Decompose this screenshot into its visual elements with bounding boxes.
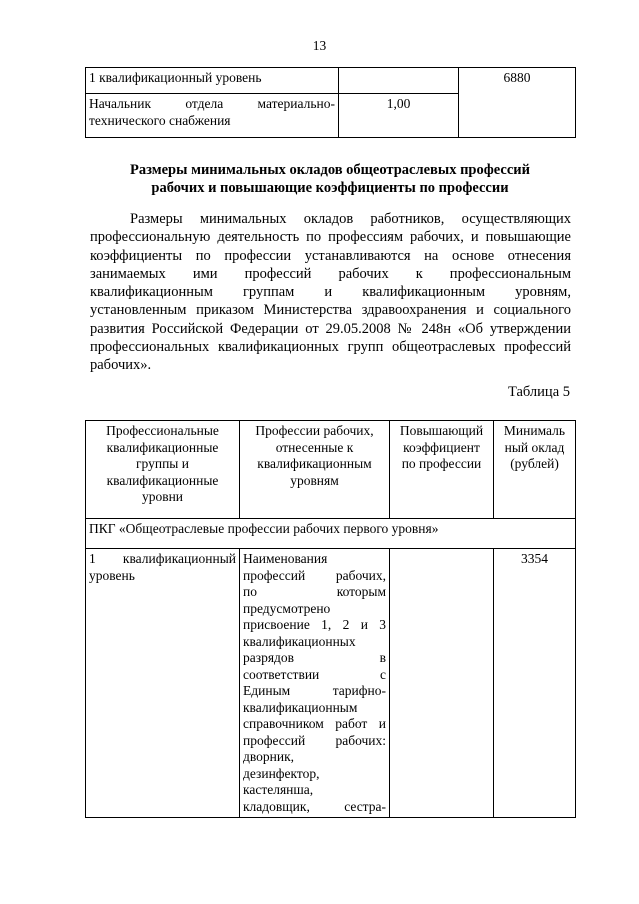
position-cell: Начальник отдела материально- технического снабжения bbox=[86, 94, 339, 138]
table-label: Таблица 5 bbox=[507, 384, 570, 400]
salary-table-continuation bbox=[85, 67, 576, 138]
table-group-row bbox=[86, 519, 576, 549]
professions-cell: Наименования профессий рабочих, по которым предусмотрено присвоение 1, 2 и 3 квалификационных разрядов в соответствии с Единым тарифно- квалификационным справочником работ и профессий рабочих: дворник, дезинфектор, кастелянша, кладовщик, сестра- bbox=[240, 549, 390, 818]
header-increasing-coefficient: Повышающий коэффициент по профессии bbox=[390, 421, 494, 519]
group-cell: ПКГ «Общеотраслевые профессии рабочих первого уровня» bbox=[86, 519, 576, 549]
page-number: 13 bbox=[312, 38, 327, 53]
section-heading: Размеры минимальных окладов общеотраслевых профессий рабочих и повышающие коэффициенты по профессии bbox=[130, 162, 530, 196]
coef-cell bbox=[339, 68, 459, 94]
body-paragraph: Размеры минимальных окладов работников, осуществляющих профессиональную деятельность по профессиям рабочих, и повышающие коэффициенты по профессии устанавливаются на основе отнесения занимаемых ими профессий рабочих к профессиональным квалификационным группам и квалификационным уровням, установленным приказом Министерства здравоохранения и социального развития Российской Федерации от 29.05.2008 № 248н «Об утверждении профессиональных квалификационных групп общеотраслевых профессий рабочих». bbox=[90, 211, 571, 374]
level-cell: 1 квалификационный уровень bbox=[86, 68, 339, 94]
header-worker-professions: Профессии рабочих, отнесенные к квалификационным уровням bbox=[240, 421, 390, 519]
header-minimum-salary: Минималь ный оклад (рублей) bbox=[494, 421, 576, 519]
table-row bbox=[86, 68, 576, 94]
worker-professions-table bbox=[85, 420, 576, 818]
salary-cell: 6880 bbox=[459, 68, 576, 138]
salary-cell: 3354 bbox=[494, 549, 576, 818]
table-row bbox=[86, 549, 576, 818]
table-header-row bbox=[86, 421, 576, 519]
coef-cell bbox=[390, 549, 494, 818]
header-qualification-groups: Профессиональные квалификационные группы и квалификационные уровни bbox=[86, 421, 240, 519]
coef-cell: 1,00 bbox=[339, 94, 459, 138]
level-cell: 1 квалификационный уровень bbox=[86, 549, 240, 818]
